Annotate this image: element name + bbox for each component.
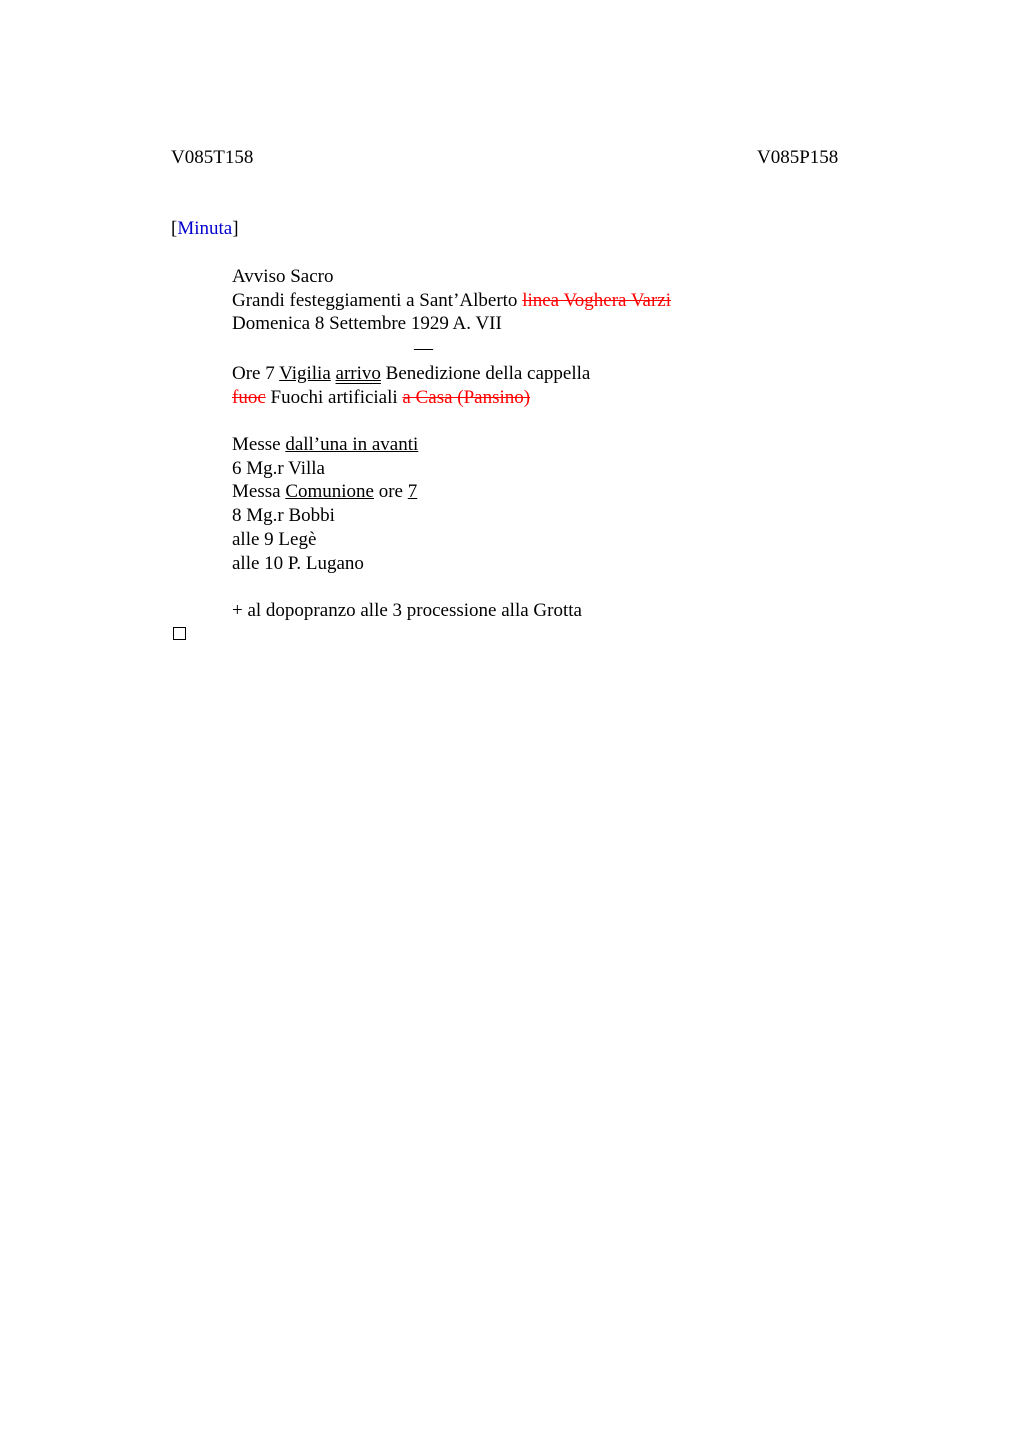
underlined-text: arrivo [335,363,381,384]
text-line [232,433,418,457]
bracket-open: [ [171,218,178,239]
text-line [232,386,530,410]
text-line [232,480,417,504]
text-line: alle 10 P. Lugano [232,553,364,574]
deleted-text: a Casa (Pansino) [402,387,531,408]
underlined-text: Vigilia [279,363,331,384]
label-minuta: Minuta [177,218,233,239]
line-text: Fuochi artificiali [265,387,403,408]
document-code-right: V085P158 [757,147,839,168]
underlined-text: Comunione [285,481,374,502]
text-line [232,362,590,386]
line-text: Grandi festeggiamenti a Sant’Alberto [232,290,523,311]
text-line: 6 Mg.r Villa [232,458,325,479]
line-text: Messe [232,434,286,455]
separator-dash: — [414,338,433,359]
document-code-left: V085T158 [171,147,254,168]
text-line [232,289,671,313]
text-line: 8 Mg.r Bobbi [232,505,335,526]
line-text: Ore 7 [232,363,280,384]
deleted-text: linea Voghera Varzi [522,290,671,311]
deleted-text: fuoc [232,387,266,408]
line-text: Benedizione della cappella [380,363,591,384]
date-line: Domenica 8 Settembre 1929 A. VII [232,313,502,334]
text-line: + al dopopranzo alle 3 processione alla Grotta [232,600,582,621]
line-text: Messa [232,481,286,502]
line-text: ore [373,481,408,502]
underlined-text: dall’una in avanti [285,434,419,455]
text-line: alle 9 Legè [232,529,317,550]
end-marker-box-icon [173,627,186,640]
underlined-text: 7 [407,481,418,502]
bracket-close: ] [232,218,239,239]
section-label [171,217,239,241]
notice-title: Avviso Sacro [232,266,334,287]
